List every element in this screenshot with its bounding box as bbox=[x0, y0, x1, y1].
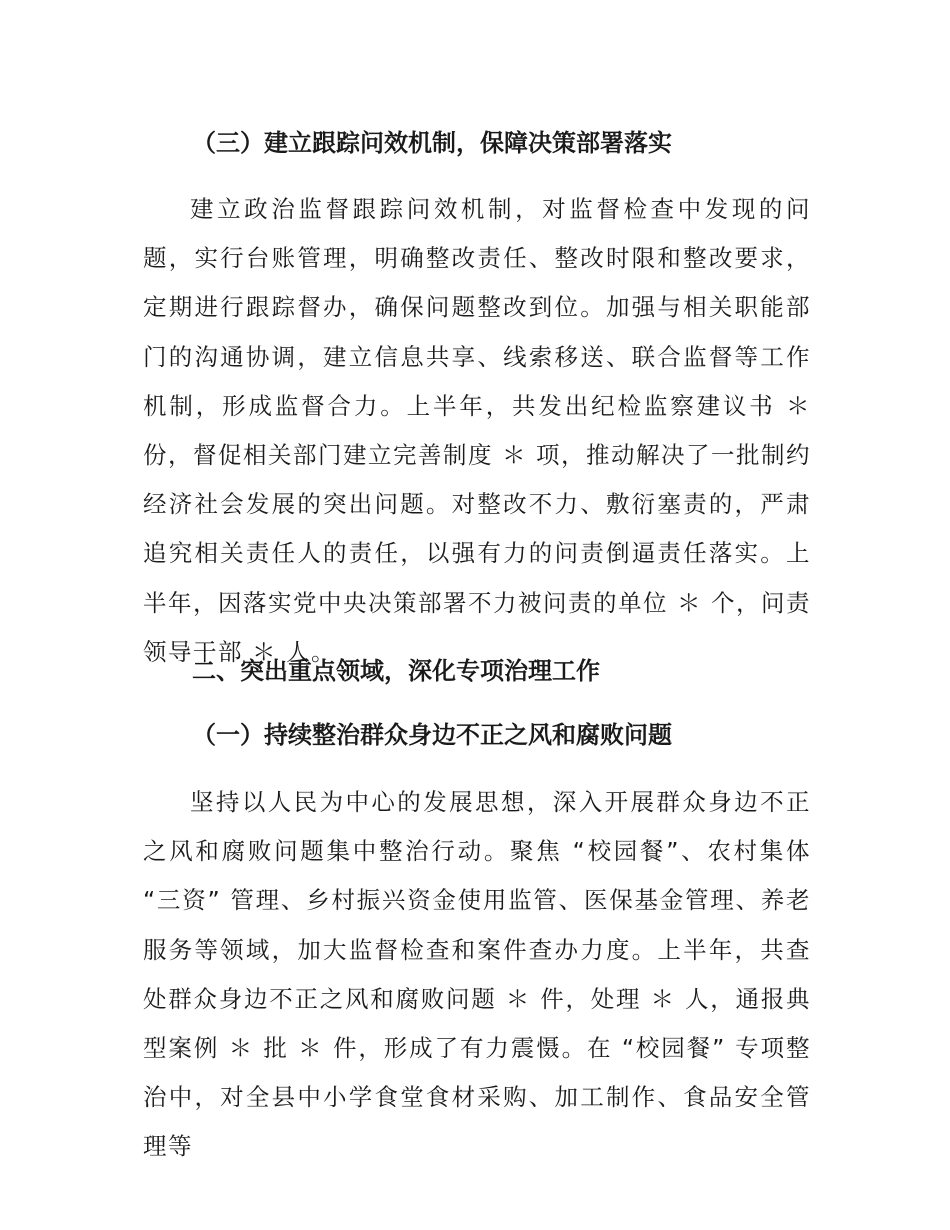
paragraph-rectification: 坚持以人民为中心的发展思想，深入开展群众身边不正之风和腐败问题集中整治行动。聚焦 “校园餐”、农村集体 “三资” 管理、乡村振兴资金使用监管、医保基金管理、养老服务等领域，加大监督检查和案件查办力度。上半年，共查处群众身边不正之风和腐败问题 ＊ 件，处理 ＊ 人，通报典型案例 ＊ 批 ＊ 件，形成了有力震慑。在 “校园餐” 专项整治中，对全县中小学食堂食材采购、加工制作、食品安全管理等 bbox=[143, 788, 811, 1161]
section-heading: （三）建立跟踪问效机制，保障决策部署落实 bbox=[192, 129, 672, 157]
paragraph-tracking-accountability: 建立政治监督跟踪问效机制，对监督检查中发现的问题，实行台账管理，明确整改责任、整改时限和整改要求，定期进行跟踪督办，确保问题整改到位。加强与相关职能部门的沟通协调，建立信息共享、线索移送、联合监督等工作机制，形成监督合力。上半年，共发出纪检监察建议书 ＊ 份，督促相关部门建立完善制度 ＊ 项，推动解决了一批制约经济社会发展的突出问题。对整改不力、敷衍塞责的，严肃追究相关责任人的责任，以强有力的问责倒逼责任落实。上半年，因落实党中央决策部署不力被问责的单位 ＊ 个，问责领导干部 ＊ 人。 bbox=[143, 195, 811, 666]
subsection-heading: （一）持续整治群众身边不正之风和腐败问题 bbox=[192, 721, 672, 749]
chapter-heading: 二、突出重点领域，深化专项治理工作 bbox=[192, 657, 600, 685]
